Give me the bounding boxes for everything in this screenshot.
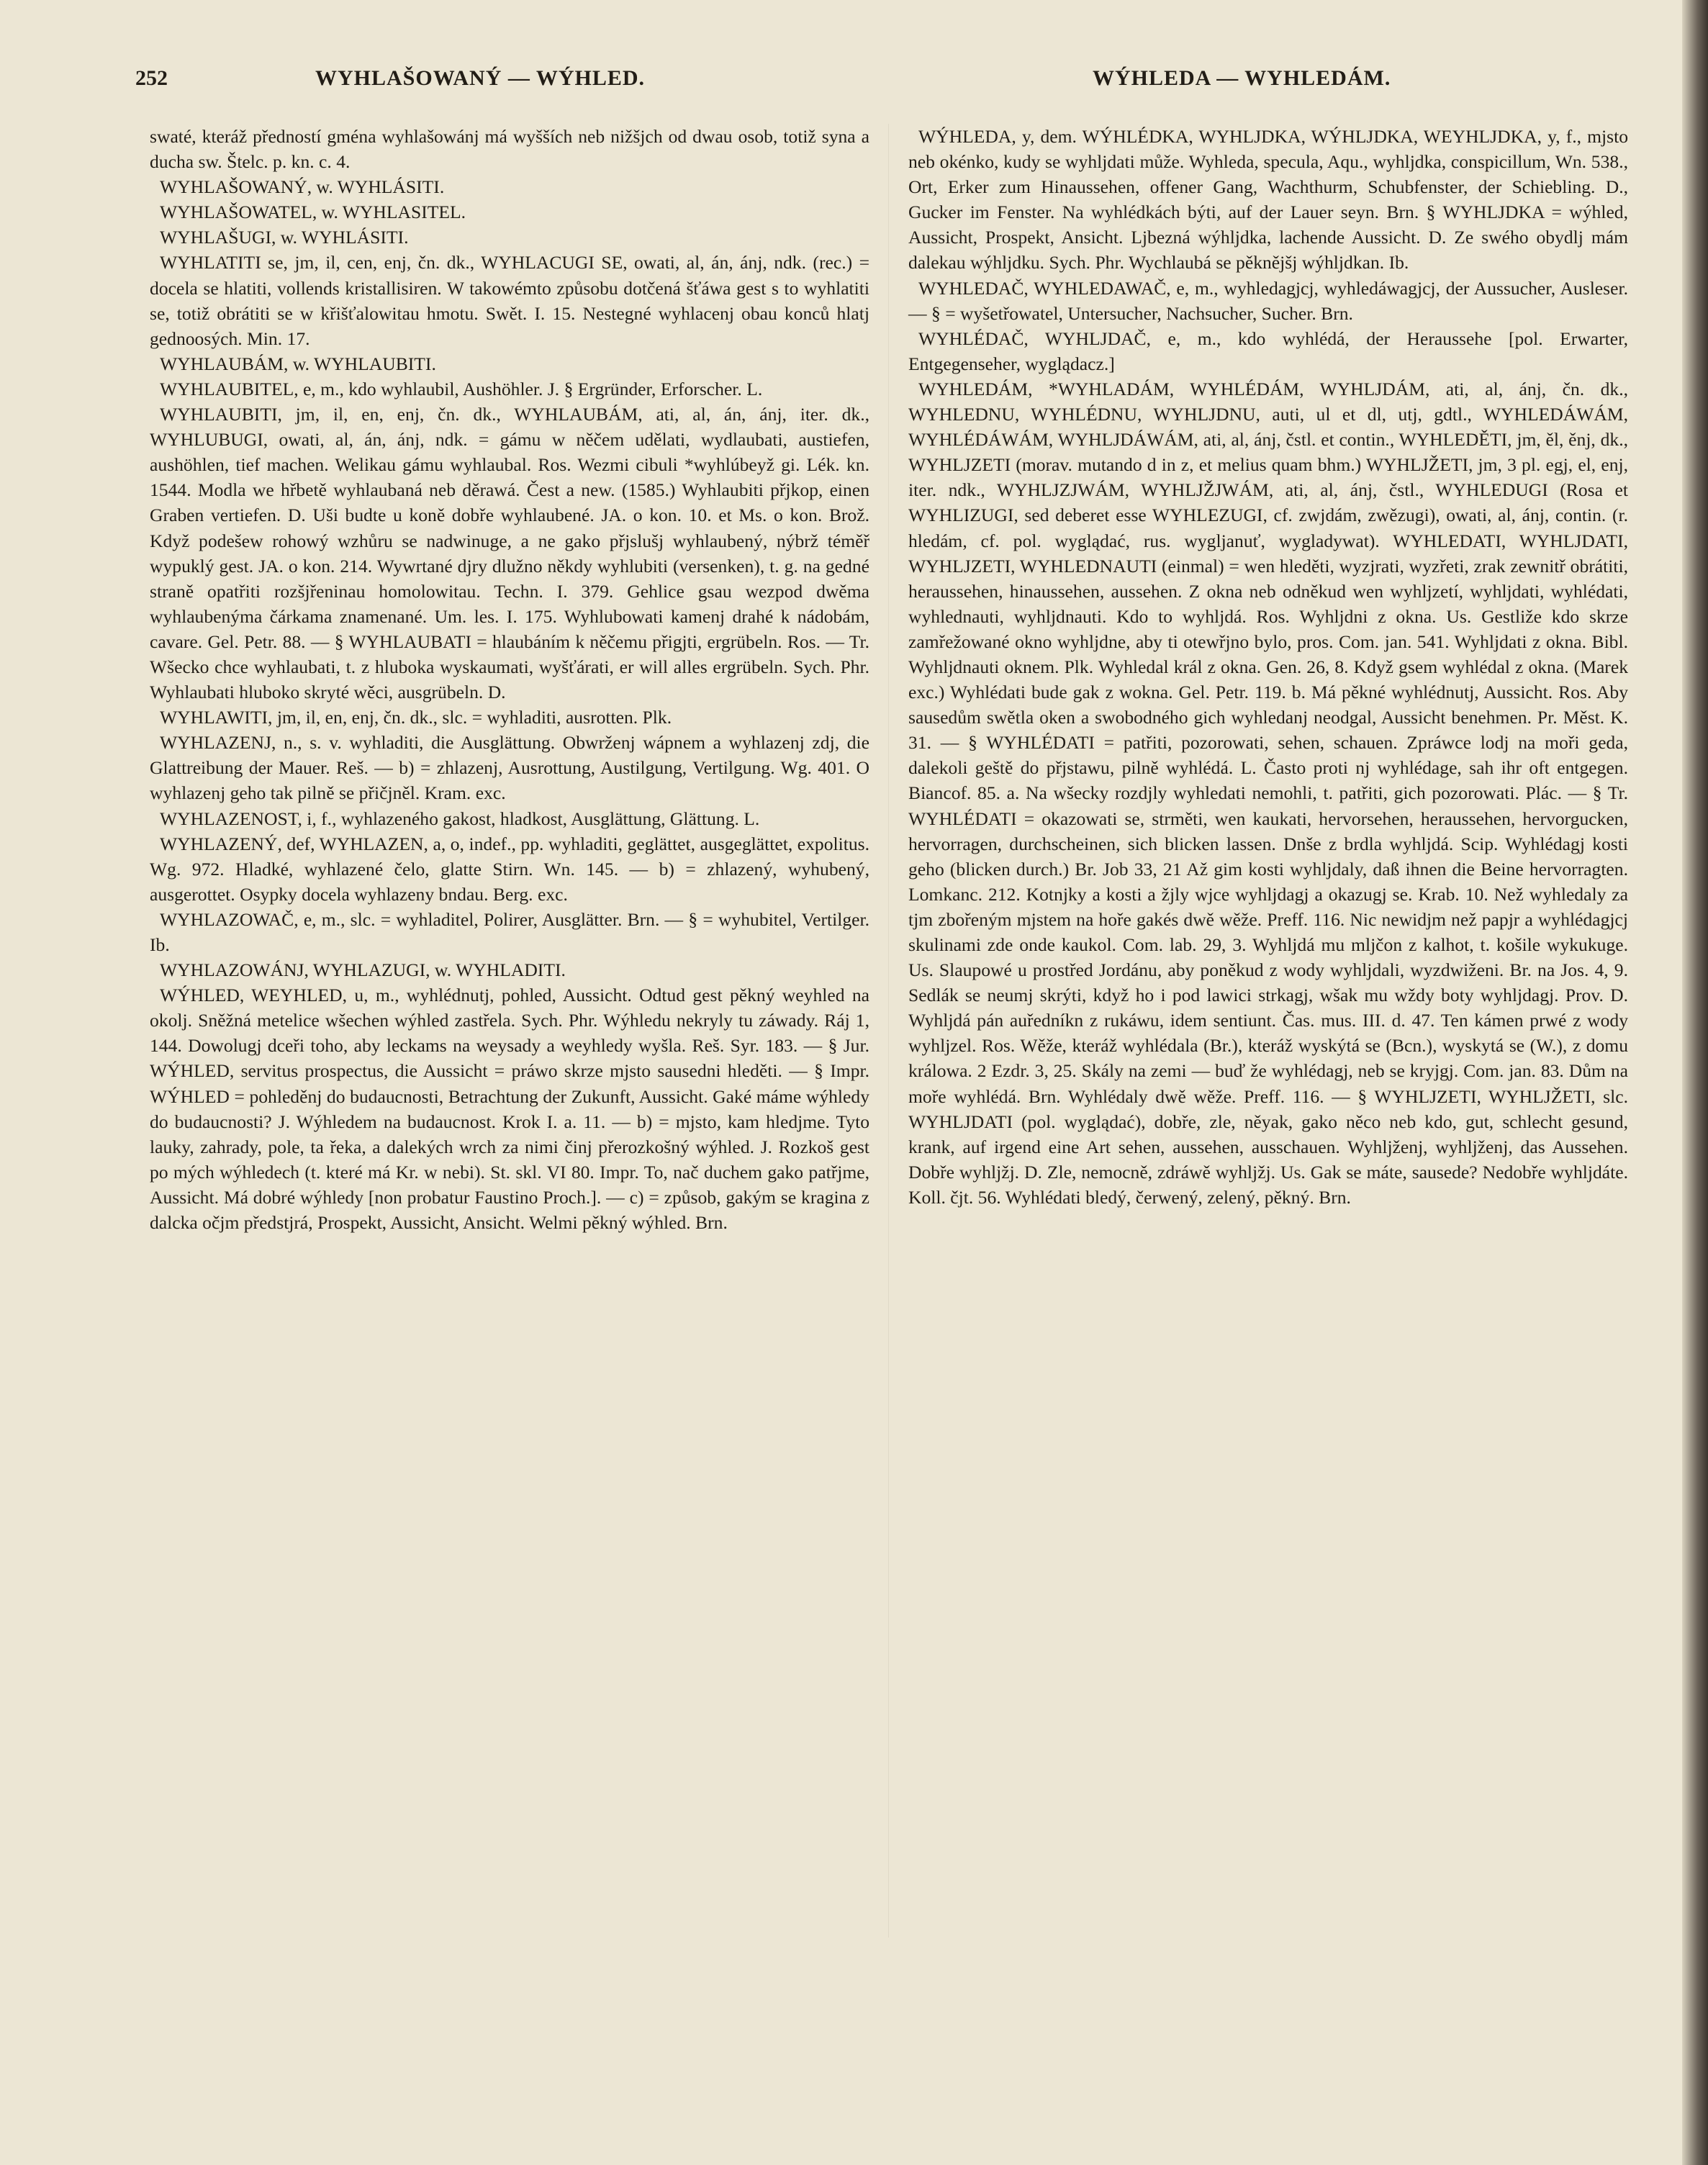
dictionary-entry: WYHLAZENOST, i, f., wyhlazeného gakost, hladkost, Ausglättung, Glättung. L. bbox=[160, 808, 760, 829]
dictionary-entry: WYHLAUBÁM, w. WYHLAUBITI. bbox=[160, 353, 436, 374]
dictionary-entry: WYHLÉDAČ, WYHLJDAČ, e, m., kdo wyhlédá, der Heraussehe [pol. Erwarter, Entgegenseher, wyglądacz.] bbox=[908, 327, 1628, 374]
dictionary-entry: WYHLEDÁM, *WYHLADÁM, WYHLÉDÁM, WYHLJDÁM, ati, al, ánj, čn. dk., WYHLEDNU, WYHLÉDNU, WYHLJDNU, auti, ul et dl, utj, gdtl., WYHLEDÁWÁM, WYHLÉDÁWÁM, WYHLJDÁWÁM, ati, al, ánj, čstl. et contin., WYHLEDĚTI, jm, ěl, ěnj, dk., WYHLJZETI (morav. mutando d in z, et melius quam bhm.) WYHLJŽETI, jm, 3 pl. egj, el, enj, iter. ndk., WYHLJZJWÁM, WYHLJŽJWÁM, ati, al, ánj, čstl., WYHLEDUGI (Rosa et WYHLIZUGI, sed deberet esse WYHLEZUGI, cf. zwjdám, zwězugi), owati, al, ánj, contin. (r. hledám, cf. pol. wyglądać, rus. wygljanuť, wygladywat). WYHLEDATI, WYHLJDATI, WYHLJZETI, WYHLEDNAUTI (einmal) = wen hleděti, wyzjrati, wyzřeti, zrak zewnitř obrátiti, heraussehen, hinaussehen, aussehen. Z okna neb odněkud wen wyhljzetí, wyhljdati, wyhlédati, wyhlednauti, wyhljdnauti. Kdo to wyhljdá. Ros. Wyhljdni z okna. Us. Gestliže kdo skrze zamřežowané okno wyhljdne, aby ti otewřjno bylo, pros. Com. jan. 541. Wyhljdati z okna. Bibl. Wyhljdnauti oknem. Plk. Wyhledal král z okna. Gen. 26, 8. Když gsem wyhlédal z okna. (Marek exc.) Wyhlédati bude gak z wokna. Gel. Petr. 119. b. Má pěkné wyhlédnutj, Aussicht. Ros. Aby sausedům swětla oken a swobodného gich wyhledanj neodgal, Aussicht benehmen. Pr. Měst. K. 31. — § WYHLÉDATI = patřiti, pozorowati, sehen, schauen. Zpráwce lodj na moři geda, dalekoli geště do přjstawu, pilně wyhlédá. L. Často proti nj wyhlédage, sah ihr oft entgegen. Biancof. 85. a. Na wšecky rozdjly wyhledati nemohli, t. patřiti, gich pozorowati. Plác. — § Tr. WYHLÉDATI = okazowati se, strměti, wen kaukati, hervorsehen, heraussehen, hervorgucken, hervorragen, durchscheinen, sich blicken lassen. Dnše z brdla wyhljdá. Scip. Wyhlédagj kosti geho (blicken durch.) Br. Job 33, 21 Až gim kosti wyhljdaly, daß ihnen die Beine hervorragten. Lomkanc. 212. Kotnjky a kosti a žjly wjce wyhljdagj a okazugj se. Krab. 10. Než wyhledaly za tjm zbořeným mjstem na hoře gakés dwě wěže. Preff. 116. Nic newidjm než papjr a wyhlédagjcj skulinami zde onde kaukol. Com. lab. 29, 3. Wyhljdá mu mljčon z kalhot, t. košile wykukuge. Us. Slaupowé u prostřed Jordánu, aby poněkud z wody wyhljdali, wyzdwiženi. Br. na Jos. 4, 9. Sedlák se neumj skrýti, když ho i pod lawici strkagj, wšak mu wždy boty wyhljdagj. Prov. D. Wyhljdá pán auředníkn z rukáwu, idem sentiunt. Čas. mus. III. d. 47. Ten kámen prwé z wody wyhljzel. Ros. Wěže, kteráž wyhlédala (Br.), kteráž wyskýtá se (Bcn.), wyskytá se (W.), z domu králowa. 2 Ezdr. 3, 25. Skály na zemi — buď že wyhlédagj, neb se kryjgj. Com. jan. 83. Dům na moře wyhlédá. Brn. Wyhlédaly dwě wěže. Preff. 116. — § WYHLJZETI, WYHLJŽETI, slc. WYHLJDATI (pol. wyglądać), dobře, zle, něyak, gako něco neb kdo, gut, schlecht gesund, krank, auf irgend eine Art sehen, aussehen, ausschauen. Wyhljženj, wyhljženj, das Aussehen. Dobře wyhljžj. D. Zle, nemocně, zdráwě wyhljžj. Us. Gak se máte, sausede? Nedobře wyhljdáte. Koll. čjt. 56. Wyhlédati bledý, čerwený, zelený, pěkný. Brn. bbox=[908, 378, 1628, 1208]
dictionary-entry: WYHLAUBITEL, e, m., kdo wyhlaubil, Aushöhler. J. § Ergründer, Erforscher. L. bbox=[160, 378, 763, 399]
dictionary-entry: WYHLAŠOWANÝ, w. WYHLÁSITI. bbox=[160, 176, 445, 198]
dictionary-entry: WYHLATITI se, jm, il, cen, enj, čn. dk., WYHLACUGI SE, owati, al, án, ánj, ndk. (rec.) = docela se hlatiti, vollends kristallisiren. W takowémto způsobu dotčená šťáwa gest s to wyhlatiti se, totiž obrátiti se w křišťalowitau hmotu. Swět. I. 15. Nestegné wyhlacenj obau konců hlatj gednoosých. Min. 17. bbox=[150, 252, 869, 349]
page-number: 252 bbox=[135, 66, 168, 90]
dictionary-entry: WÝHLEDA, y, dem. WÝHLÉDKA, WYHLJDKA, WÝHLJDKA, WEYHLJDKA, y, f., mjsto neb okénko, kudy se wyhljdati může. Wyhleda, specula, Aqu., wyhljdka, conspicillum, Wn. 538., Ort, Erker zum Hinaussehen, offener Gang, Wachthurm, Schubfenster, der Schiebling. D., Gucker im Fenster. Na wyhlédkách býti, auf der Lauer seyn. Brn. § WYHLJDKA = wýhled, Aussicht, Prospekt, Ansicht. Ljbezná wýhljdka, lachende Aussicht. D. Ze swého obydlj mám dalekau wýhljdku. Sych. Phr. Wychlaubá se pěknějšj wýhljdkan. Ib. bbox=[908, 126, 1628, 274]
dictionary-entry: swaté, kteráž předností gména wyhlašowánj má wyšších neb nižšjch od dwau osob, totiž syna a ducha sw. Štelc. p. kn. c. 4. bbox=[150, 126, 869, 173]
dictionary-entry: WYHLAZOWÁNJ, WYHLAZUGI, w. WYHLADITI. bbox=[160, 959, 566, 981]
dictionary-entry: WYHLAUBITI, jm, il, en, enj, čn. dk., WYHLAUBÁM, ati, al, án, ánj, iter. dk., WYHLUBUGI, owati, al, án, ánj, ndk. = gámu w něčem udělati, wydlaubati, austiefen, aushöhlen, tief machen. Welikau gámu wyhlaubal. Ros. Wezmi cibuli *wyhlúbeyž gi. Lék. kn. 1544. Modla we hřbetě wyhlaubaná neb děrawá. Čest a new. (1585.) Wyhlaubiti přjkop, einen Graben vertiefen. D. Uši budte u koně dobře wyhlaubené. JA. o kon. 10. et Ms. o kon. Brož. Když podešew rohowý wzhůru se nadwinuge, a ne gako přjslušj wyhlaubený, nýbrž téměř wypuklý gest. JA. o kon. 214. Wywrtané djry dlužno někdy wyhlubiti (versenken), t. g. na gedné straně opatřiti rozšjřeninau homolowitau. Techn. I. 379. Gehlice gsau wezpod dwěma wyhlaubenýma čárkama znamenané. Um. les. I. 175. Wyhlubowati kamenj drahé k nádobám, cavare. Gel. Petr. 88. — § WYHLAUBATI = hlaubáním k něčemu přigjti, ergrübeln. Ros. — Tr. Wšecko chce wyhlaubati, t. z hluboka wyskaumati, wyšťárati, er will alles ergrübeln. Sych. Phr. Wyhlaubati hluboko skryté wěci, ausgrübeln. D. bbox=[150, 404, 869, 703]
right-column bbox=[908, 124, 1628, 1210]
dictionary-entry: WYHLAŠUGI, w. WYHLÁSITI. bbox=[160, 227, 409, 248]
column-divider bbox=[888, 124, 889, 1938]
dictionary-entry: WYHLEDAČ, WYHLEDAWAČ, e, m., wyhledagjcj, wyhledáwagjcj, der Aussucher, Ausleser. — § = wyšetřowatel, Untersucher, Nachsucher, Sucher. Brn. bbox=[908, 277, 1628, 324]
dictionary-entry: WYHLAZOWAČ, e, m., slc. = wyhladitel, Polirer, Ausglätter. Brn. — § = wyhubitel, Vertilger. Ib. bbox=[150, 908, 869, 955]
left-column bbox=[150, 124, 869, 1235]
dictionary-entry: WÝHLED, WEYHLED, u, m., wyhlédnutj, pohled, Aussicht. Odtud gest pěkný weyhled na okolj. Sněžná metelice wšechen wýhled zastřela. Sych. Phr. Wýhledu nekryly tu záwady. Ráj 1, 144. Dowolugj dceři toho, aby leckams na weysady a weyhledy wyšla. Reš. Syr. 183. — § Jur. WÝHLED, servitus prospectus, die Aussicht = práwo skrze mjsto sausedni hleděti. — § Impr. WÝHLED = pohleděnj do budaucnosti, Betrachtung der Zukunft, Aussicht. Gaké máme wýhledy do budaucnosti? J. Wýhledem na budaucnost. Krok I. a. 11. — b) = mjsto, kam hledjme. Tyto lauky, zahrady, pole, ta řeka, a dalekých wrch za nimi činj přerozkošný wýhled. J. Rozkoš gest po mých wýhledech (t. které má Kr. w nebi). St. skl. VI 80. Impr. To, nač duchem gako patřjme, Aussicht. Má dobré wýhledy [non probatur Faustino Proch.]. — c) = způsob, gakým se kragina z dalcka očjm předstjrá, Prospekt, Aussicht, Ansicht. Welmi pěkný wýhled. Brn. bbox=[150, 985, 869, 1234]
dictionary-entry: WYHLAŠOWATEL, w. WYHLASITEL. bbox=[160, 202, 466, 223]
binding-shadow bbox=[1682, 0, 1708, 2165]
page-header bbox=[135, 66, 1632, 109]
dictionary-entry: WYHLAZENÝ, def, WYHLAZEN, a, o, indef., pp. wyhladiti, geglättet, ausgeglättet, expolitus. Wg. 972. Hladké, wyhlazené čelo, glatte Stirn. Wn. 145. — b) = zhlazený, wyhubený, ausgerottet. Osypky docela wyhlazeny bndau. Berg. exc. bbox=[150, 833, 869, 905]
right-running-head: WÝHLEDA — WYHLEDÁM. bbox=[1093, 66, 1391, 90]
dictionary-entry: WYHLAWITI, jm, il, en, enj, čn. dk., slc. = wyhladiti, ausrotten. Plk. bbox=[160, 707, 672, 728]
left-running-head: WYHLAŠOWANÝ — WÝHLED. bbox=[315, 66, 646, 90]
dictionary-entry: WYHLAZENJ, n., s. v. wyhladiti, die Ausglättung. Obwrženj wápnem a wyhlazenj zdj, die Glattreibung der Mauer. Reš. — b) = zhlazenj, Ausrottung, Austilgung, Vertilgung. Wg. 401. O wyhlazenj geho tak pilně se přičjněl. Kram. exc. bbox=[150, 732, 869, 804]
